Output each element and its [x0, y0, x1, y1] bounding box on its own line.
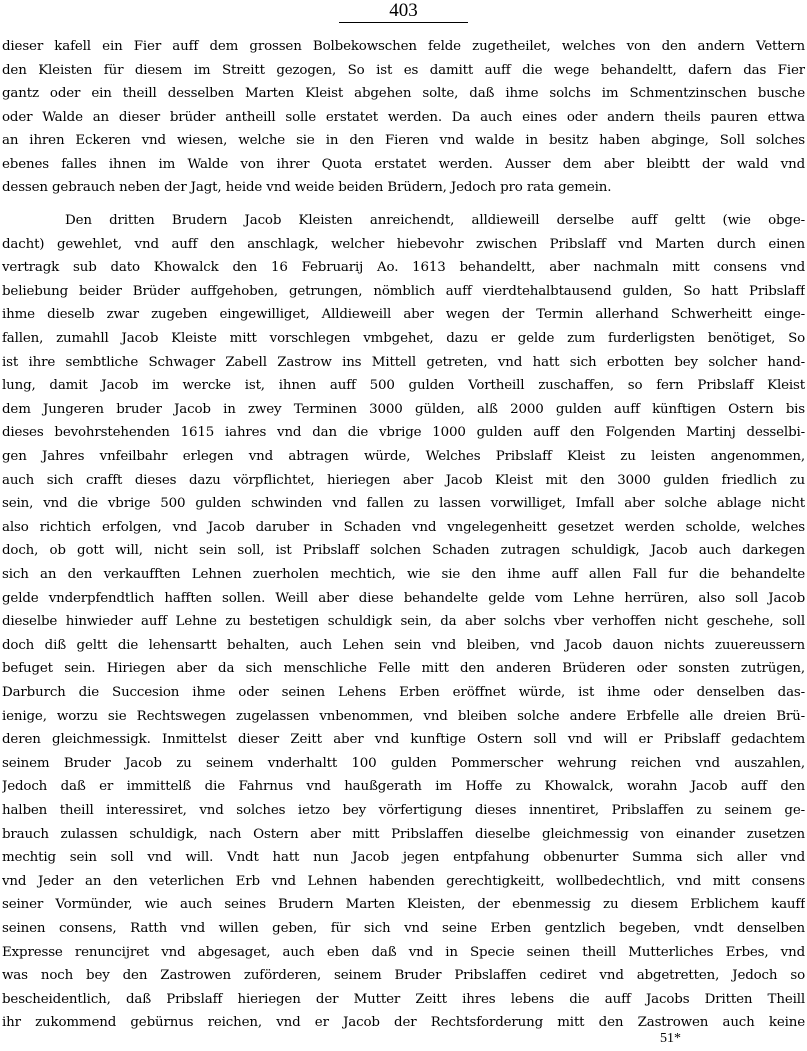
text-line: seiner Vormünder, wie auch seines Brudern Marten Kleisten, der ebenmessig zu diesem Erblichem kauff — [2, 897, 805, 913]
text-line: deren gleichmessigk. Inmittelst dieser Zeitt aber vnd kunftige Ostern soll vnd will er Pribslaff gedachtem — [2, 732, 805, 748]
text-line: Expresse renuncijret vnd abgesaget, auch eben daß vnd in Specie seinen theill Mutterliches Erbes, vnd — [2, 944, 805, 960]
text-line: seinen consens, Ratth vnd willen geben, für sich vnd seine Erben gentzlich begeben, vndt denselben — [2, 921, 805, 936]
text-line: doch diß geltt die lehensartt behalten, auch Lehen sein vnd bleiben, vnd Jacob dauon nichts zuuereussern — [2, 637, 805, 653]
text-line: oder Walde an dieser brüder antheill solle erstatet werden. Da auch eines oder andern theils pauren ettwa — [2, 109, 805, 125]
page-number: 403 — [389, 0, 418, 21]
text-line: ihr zukommend gebürnus reichen, vnd er Jacob der Rechtsforderung mitt den Zastrowen auch keine — [2, 1015, 805, 1031]
text-line: an ihren Eckeren vnd wiesen, welche sie in den Fieren vnd walde in besitz haben abginge, Soll solches — [2, 133, 805, 148]
text-line: gen Jahres vnfeilbahr erlegen vnd abtragen würde, Welches Pribslaff Kleist zu leisten angenommen, — [2, 449, 805, 464]
text-line: Den dritten Brudern Jacob Kleisten anreichendt, alldieweill derselbe auff geltt (wie obge- — [65, 213, 805, 228]
text-line: was noch bey den Zastrowen zuförderen, seinem Bruder Pribslaffen cediret vnd abgetretten, Jedoch so — [2, 968, 805, 984]
text-line: lung, damit Jacob im wercke ist, ihnen auff 500 gulden Vortheill zuschaffen, so fern Pribslaff Kleist — [2, 378, 805, 394]
signature-mark: 51* — [660, 1031, 681, 1046]
text-line: Jedoch daß er immittelß die Fahrnus vnd haußgerath im Hoffe zu Khowalck, worahn Jacob auff den — [2, 779, 805, 795]
text-line: halben theill interessiret, vnd solches ietzo bey vörfertigung dieses innentiret, Pribslaffen zu seinem ge- — [2, 803, 805, 818]
text-line: auch sich crafft dieses dazu vörpflichtet, hieriegen aber Jacob Kleist mit den 3000 gulden friedlich zu — [2, 472, 805, 488]
text-line: dieser kafell ein Fier auff dem grossen Bolbekowschen felde zugetheilet, welches von den andern Vettern — [2, 39, 805, 54]
text-line: ihme dieselb zwar zugeben eingewilliget, Alldieweill aber wegen der Termin allerhand Schwerheitt einge- — [2, 307, 805, 323]
text-line: also richtich erfolgen, vnd Jacob daruber in Schaden vnd vngelegenheitt gesetzet werden scholde, welches — [2, 519, 805, 535]
text-line: Darburch die Succesion ihme oder seinen Lehens Erben eröffnet würde, ist ihme oder denselben das- — [2, 685, 805, 700]
text-line: dieses bevohrstehenden 1615 iahres vnd dan die vbrige 1000 gulden auff den Folgenden Martinj desselbi- — [2, 425, 805, 441]
text-line: fallen, zumahll Jacob Kleiste mitt vorschlegen vmbgehet, dazu er gelde zum furderligsten benötiget, So — [2, 331, 805, 346]
text-line: ienige, worzu sie Rechtswegen zugelassen vnbenommen, vnd bleiben solche andere Erbfelle alle dreien Brü- — [2, 708, 805, 724]
text-line: sich an den verkaufften Lehnen zuerholen mechtich, wie sie den ihme auff allen Fall fur die behandelte — [2, 567, 805, 582]
text-line: ebenes falles ihnen im Walde von ihrer Quota erstatet werden. Ausser dem aber bleibtt der wald vnd — [2, 156, 805, 172]
text-line: ist ihre sembtliche Schwager Zabell Zastrow ins Mittell getreten, vnd hatt sich erbotten bey solcher hand- — [2, 354, 805, 370]
text-line: dacht) gewehlet, vnd auff den anschlagk, welcher hiebevohr zwischen Pribslaff vnd Marten durch einen — [2, 236, 805, 252]
text-line: mechtig sein soll vnd will. Vndt hatt nun Jacob jegen entpfahung obbenurter Summa sich aller vnd — [2, 850, 805, 866]
text-line: dieselbe hinwieder auff Lehne zu bestetigen schuldigk sein, da aber solchs vber verhoffen nicht geschehe, soll — [2, 614, 805, 630]
text-line: den Kleisten für diesem im Streitt gezogen, So ist es damitt auff die wege behandeltt, dafern das Fier — [2, 62, 805, 78]
text-line: befuget sein. Hiriegen aber da sich menschliche Felle mitt den anderen Brüderen oder sonsten zutrügen, — [2, 661, 805, 677]
text-line: brauch zulassen schuldigk, nach Ostern aber mitt Pribslaffen dieselbe gleichmessig von einander zusetzen — [2, 826, 805, 842]
text-line: vertragk sub dato Khowalck den 16 Februarij Ao. 1613 behandeltt, aber nachmaln mitt consens vnd — [2, 260, 805, 276]
text-line: dem Jungeren bruder Jacob in zwey Terminen 3000 gülden, alß 2000 gulden auff künftigen Ostern bis — [2, 401, 805, 417]
text-line: bescheidentlich, daß Pribslaff hieriegen der Mutter Zeitt ihres lebens die auff Jacobs Dritten Theill — [2, 991, 805, 1007]
text-line: beliebung beider Brüder auffgehoben, getrungen, nömblich auff vierdtehalbtausend gulden, So hatt Pribslaff — [2, 283, 805, 299]
text-line: gelde vnderpfendtlich hafften sollen. Weill aber diese behandelte gelde vom Lehne herrüren, also soll Jacob — [2, 590, 805, 606]
text-line: seinem Bruder Jacob zu seinem vnderhaltt 100 gulden Pommerscher wehrung reichen vnd auszahlen, — [2, 755, 805, 771]
text-line: gantz oder ein theill desselben Marten Kleist abgehen solte, daß ihme solchs im Schmentzinschen busche — [2, 86, 805, 101]
text-line: doch, ob gott will, nicht sein soll, ist Pribslaff solchen Schaden zutragen schuldigk, Jacob auch darkegen — [2, 543, 805, 559]
header-rule — [339, 22, 468, 23]
text-line: sein, vnd die vbrige 500 gulden schwinden vnd fallen zu lassen vorwilliget, Imfall aber solche ablage nicht — [2, 496, 805, 512]
text-line: dessen gebrauch neben der Jagt, heide vnd weide beiden Brüdern, Jedoch pro rata gemein. — [2, 180, 612, 195]
text-line: vnd Jeder an den veterlichen Erb vnd Lehnen habenden gerechtigkeitt, wollbedechtlich, vnd mitt consens — [2, 873, 805, 889]
